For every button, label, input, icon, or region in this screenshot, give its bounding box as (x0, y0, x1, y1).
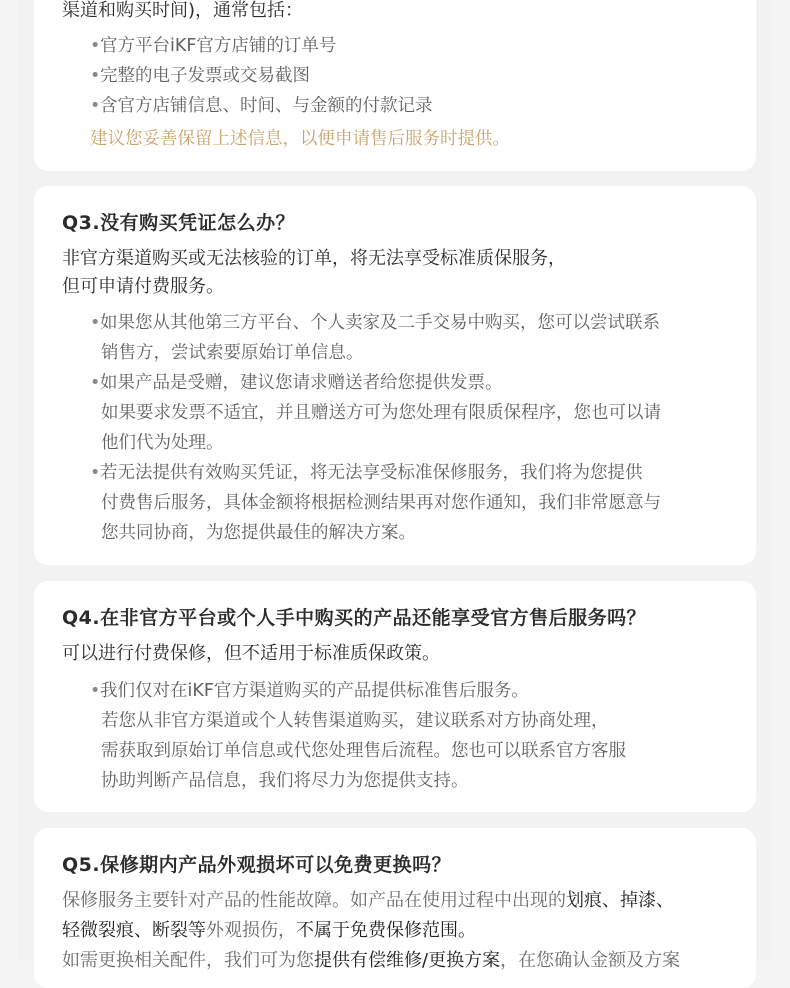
faq-card-purchase-proof (34, 0, 756, 171)
faq-card-q3 (34, 186, 756, 565)
bullet-dot-icon: • (90, 66, 101, 86)
list-item-continued: 若您从非官方渠道或个人转售渠道购买，建议联系对方协商处理， (101, 711, 609, 731)
answer-text: 保修服务主要针对产品的性能故障。如产品在使用过程中出现的划痕、掉漆、 (62, 890, 674, 911)
list-item-continued: 他们代为处理。 (101, 433, 224, 453)
faq-card-q4 (34, 581, 756, 812)
list-item: •若无法提供有效购买凭证，将无法享受标准保修服务，我们将为您提供 (90, 463, 643, 483)
question-title: Q5.保修期内产品外观损坏可以免费更换吗？ (62, 854, 452, 876)
bullet-dot-icon: • (90, 373, 101, 393)
list-item: •我们仅对在iKF官方渠道购买的产品提供标准售后服务。 (90, 681, 529, 701)
answer-text: 轻微裂痕、断裂等外观损伤，不属于免费保修范围。 (62, 920, 476, 941)
list-item-continued: 您共同协商，为您提供最佳的解决方案。 (101, 523, 416, 543)
faq-card-q5 (34, 828, 756, 988)
answer-text: 如需更换相关配件，我们可为您提供有偿维修/更换方案，在您确认金额及方案 (62, 950, 681, 971)
bullet-dot-icon: • (90, 313, 101, 333)
question-title: Q4.在非官方平台或个人手中购买的产品还能享受官方售后服务吗？ (62, 607, 647, 629)
highlight-note: 建议您妥善保留上述信息，以便申请售后服务时提供。 (90, 129, 510, 149)
answer-intro: 可以进行付费保修，但不适用于标准质保政策。 (62, 643, 440, 664)
bullet-dot-icon: • (90, 463, 101, 483)
bullet-dot-icon: • (90, 681, 101, 701)
bullet-dot-icon: • (90, 36, 101, 56)
bullet-dot-icon: • (90, 96, 101, 116)
list-item-continued: 协助判断产品信息，我们将尽力为您提供支持。 (101, 771, 469, 791)
list-item-continued: 如果要求发票不适宜，并且赠送方可为您处理有限质保程序，您也可以请 (101, 403, 661, 423)
answer-intro: 但可申请付费服务。 (62, 276, 224, 297)
answer-intro: 非官方渠道购买或无法核验的订单，将无法享受标准质保服务， (62, 248, 566, 269)
list-item-continued: 需获取到原始订单信息或代您处理售后流程。您也可以联系官方客服 (101, 741, 626, 761)
list-item: •含官方店铺信息、时间、与金额的付款记录 (90, 96, 433, 116)
card-text: 渠道和购买时间)，通常包括： (62, 0, 304, 21)
list-item: •完整的电子发票或交易截图 (90, 66, 310, 86)
list-item: •如果您从其他第三方平台、个人卖家及二手交易中购买，您可以尝试联系 (90, 313, 660, 333)
question-title: Q3.没有购买凭证怎么办？ (62, 212, 296, 234)
list-item-continued: 付费售后服务，具体金额将根据检测结果再对您作通知，我们非常愿意与 (101, 493, 661, 513)
list-item: •官方平台iKF官方店铺的订单号 (90, 36, 337, 56)
list-item-continued: 销售方，尝试索要原始订单信息。 (101, 343, 364, 363)
list-item: •如果产品是受赠，建议您请求赠送者给您提供发票。 (90, 373, 503, 393)
